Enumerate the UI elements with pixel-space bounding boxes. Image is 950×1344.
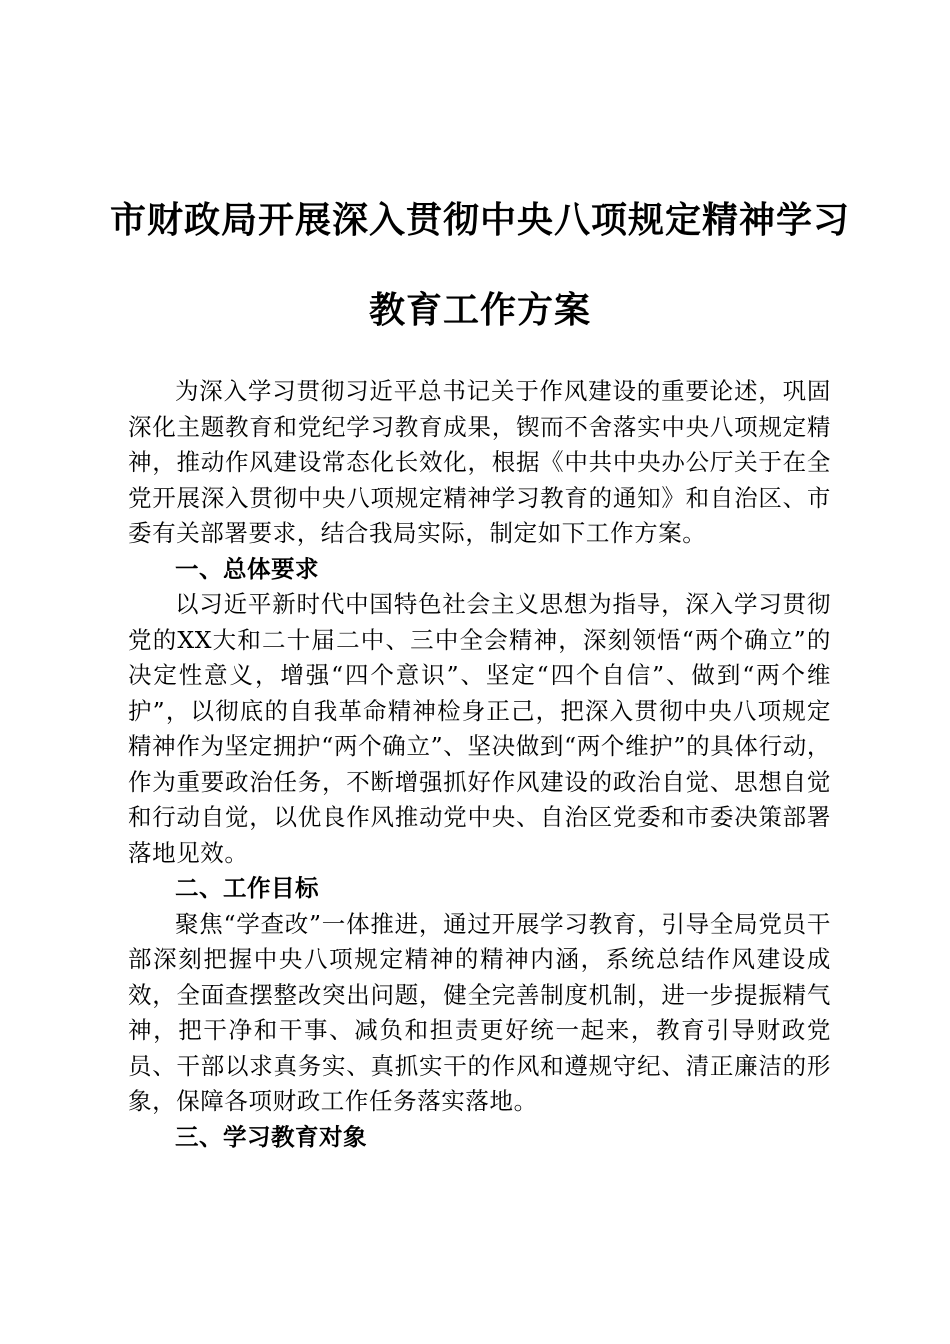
section-heading-general-requirements: 一、总体要求 [175, 554, 319, 583]
document-title-line2: 教育工作方案 [368, 289, 591, 331]
document-body [128, 374, 831, 1155]
intro-paragraph: 为深入学习贯彻习近平总书记关于作风建设的重要论述，巩固深化主题教育和党纪学习教育成果，锲而不舍落实中央八项规定精神，推动作风建设常态化长效化，根据《中共中央办公厅关于在全党开展深入贯彻中央八项规定精神学习教育的通知》和自治区、市委有关部署要求，结合我局实际，制定如下工作方案。 [128, 377, 831, 547]
section-paragraph-general-requirements: 以习近平新时代中国特色社会主义思想为指导，深入学习贯彻党的XX大和二十届二中、三中全会精神，深刻领悟“两个确立”的决定性意义，增强“四个意识”、坚定“四个自信”、做到“两个维护”，以彻底的自我革命精神检身正己，把深入贯彻中央八项规定精神作为坚定拥护“两个确立”、坚决做到“两个维护”的具体行动，作为重要政治任务，不断增强抓好作风建设的政治自觉、思想自觉和行动自觉，以优良作风推动党中央、自治区党委和市委决策部署落地见效。 [128, 590, 831, 867]
section-heading-work-goals: 二、工作目标 [175, 874, 319, 902]
section-paragraph-work-goals: 聚焦“学查改”一体推进，通过开展学习教育，引导全局党员干部深刻把握中央八项规定精神的精神内涵，系统总结作风建设成效，全面查摆整改突出问题，健全完善制度机制，进一步提振精气神，把干净和干事、减负和担责更好统一起来，教育引导财政党员、干部以求真务实、真抓实干的作风和遵规守纪、清正廉洁的形象，保障各项财政工作任务落实落地。 [128, 909, 831, 1115]
section-heading-education-targets: 三、学习教育对象 [175, 1122, 367, 1151]
document-title-line1: 市财政局开展深入贯彻中央八项规定精神学习 [110, 199, 851, 241]
